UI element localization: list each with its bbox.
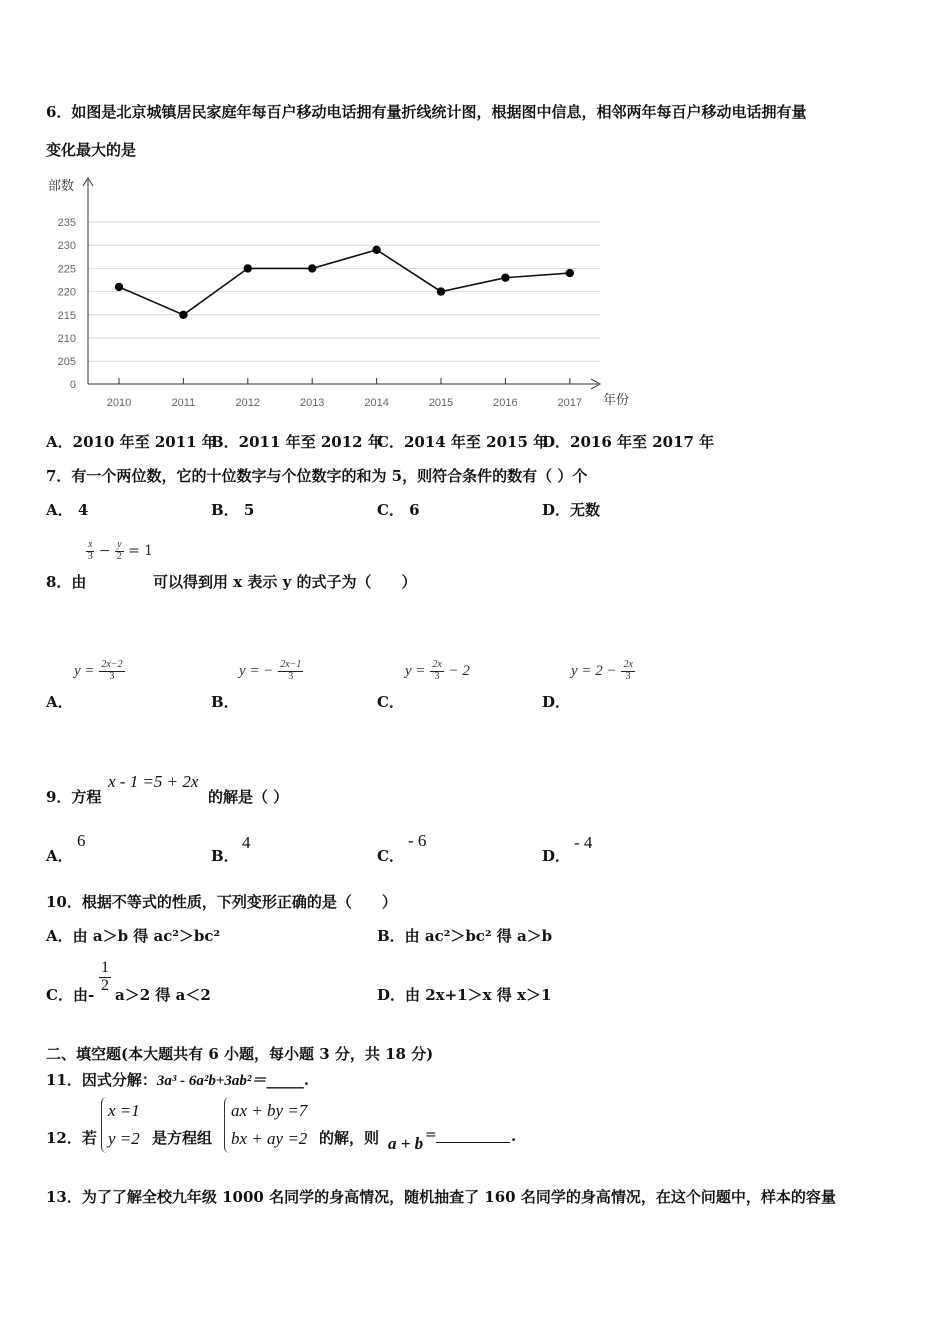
line-chart [40,170,660,420]
q7-option-b: B． 5 [211,501,255,519]
q10-option-c-fraction [99,960,111,995]
y-tick-label: 215 [57,309,76,322]
q12-eq: = [425,1127,437,1143]
q8-d-lhs: y = 2 − [571,663,617,679]
data-point [437,287,445,295]
q8-eq-den-b: 2 [116,550,122,562]
y-tick-label: 235 [57,217,76,229]
chart-axes [83,178,600,389]
q8-stem-pre: 8．由 [46,573,87,591]
x-tick-label: 2013 [299,397,325,409]
x-tick-label: 2015 [428,397,454,409]
data-point [244,264,252,272]
q11-pre: 11．因式分解： [46,1071,157,1089]
q8-b-den: 3 [288,670,294,682]
q12-mid: 是方程组 [152,1129,213,1147]
x-tick-label: 2014 [364,397,389,409]
q12-sys2-line1: ax + by =7 [231,1101,308,1120]
q10-c-den: 2 [101,976,109,994]
x-tick-label: 2017 [557,397,583,409]
q8-b-lhs: y = − [239,663,274,679]
data-point [115,283,123,291]
q10-option-a: A．由 a＞b 得 ac²＞bc² [46,927,221,945]
q8-eq-rhs: = 1 [128,543,154,559]
q9-letter-d: D． [542,847,571,865]
q9-letter-c: C． [377,847,404,865]
q12-sys1-line1: x =1 [108,1101,140,1120]
q8-eq-num-a: x [88,539,93,550]
q8-a-num: 2x−2 [101,659,123,670]
q10-stem: 10．根据不等式的性质，下列变形正确的是（ ） [46,893,397,911]
q8-option-d-expr [571,660,635,682]
y-tick-label: 230 [57,240,76,253]
q9-equation: x - 1 =5 + 2x [108,772,199,791]
q8-letter-d: D． [542,693,571,711]
q12-answer-blank[interactable] [436,1126,510,1143]
q9-option-b-value: 4 [242,833,251,852]
q6-option-a: A．2010 年至 2011 年 [46,433,217,451]
q8-c-den: 3 [434,670,440,682]
q7-option-c: C． 6 [377,501,420,519]
q9-letter-a: A． [46,847,73,865]
q11-stem [46,1069,309,1090]
x-tick-label: 2016 [493,397,518,409]
y-tick-label: 205 [57,356,76,369]
q9-letter-b: B． [211,847,239,865]
data-point [179,311,187,319]
q8-stem-post: 可以得到用 x 表示 y 的式子为（ ） [153,573,417,591]
x-tick-label: 2010 [106,397,132,409]
q8-letter-c: C． [377,693,404,711]
q8-c-lhs: y = [405,663,426,679]
q12-system-1 [101,1097,140,1153]
q12-sys2-line2: bx + ay =2 [231,1129,308,1148]
q8-d-den: 3 [625,670,631,682]
q8-eq-num-b: y [117,539,122,550]
y-tick-label: 0 [69,379,76,391]
q8-c-num: 2x [432,659,442,670]
q11-expr: 3a³ - 6a²b+3ab²＝ [156,1073,267,1089]
q7-option-d: D．无数 [542,501,601,519]
q12-end: . [511,1127,517,1145]
q8-option-c-expr [405,660,470,682]
q8-eq-minus: − [98,543,111,559]
q8-c-tail: − 2 [448,663,470,679]
data-point [566,269,574,277]
q6-option-d: D．2016 年至 2017 年 [542,433,715,451]
q8-eq-den-a: 3 [87,550,93,562]
q9-stem-pre: 9．方程 [46,788,102,806]
x-axis-label: 年份 [603,392,630,407]
q11-blank: _____ [266,1071,304,1089]
q9-option-d-value: - 4 [574,833,593,852]
y-tick-label: 220 [57,286,76,299]
q10-option-b: B．由 ac²＞bc² 得 a＞b [377,927,553,945]
q12-system-2 [224,1097,307,1153]
q12-pre: 12．若 [46,1129,97,1147]
q13-stem: 13．为了了解全校九年级 1000 名同学的身高情况，随机抽查了 160 名同学的身高情况，在这个问题中，样本的容量 [46,1188,836,1206]
q6-stem-line2: 变化最大的是 [46,141,137,159]
q10-option-c-post: a＞2 得 a＜2 [115,986,211,1004]
q10-option-c-pre: C．由- [46,986,95,1004]
y-axis-label: 部数 [48,178,75,193]
section2-title: 二、填空题(本大题共有 6 小题，每小题 3 分，共 18 分) [46,1045,434,1063]
q7-stem: 7．有一个两位数，它的十位数字与个位数字的和为 5，则符合条件的数有（ ）个 [46,467,588,485]
q10-c-num: 1 [101,959,109,976]
q12-post: 的解，则 [319,1129,380,1147]
q12-sys1-line2: y =2 [108,1129,140,1148]
series-line [119,250,570,315]
q8-option-a-expr [74,660,125,682]
q8-b-num: 2x−1 [280,659,302,670]
q6-option-c: C．2014 年至 2015 年 [377,433,549,451]
q7-option-a: A． 4 [46,501,89,519]
data-point [308,264,316,272]
q8-a-den: 3 [109,670,115,682]
q6-stem-line1: 6．如图是北京城镇居民家庭年每百户移动电话拥有量折线统计图，根据图中信息，相邻两年每百户移动电话拥有量 [46,103,807,121]
q8-option-b-expr [239,660,303,682]
q12-expr: a + b [388,1134,424,1153]
y-tick-label: 225 [57,263,76,276]
q8-d-num: 2x [623,659,633,670]
q8-letter-a: A． [46,693,73,711]
q6-option-b: B．2011 年至 2012 年 [211,433,383,451]
q8-equation [86,540,153,562]
q9-option-a-value: 6 [77,831,86,850]
q9-option-c-value: - 6 [408,831,427,850]
q8-letter-b: B． [211,693,239,711]
q10-option-d: D．由 2x+1＞x 得 x＞1 [377,986,552,1004]
q11-end: . [303,1071,310,1089]
q8-a-lhs: y = [74,663,95,679]
q9-stem-post: 的解是（ ） [208,788,289,806]
y-tick-label: 210 [57,333,76,345]
data-point [501,273,509,281]
x-tick-label: 2012 [235,397,261,409]
chart-grid [88,222,600,361]
data-point [372,246,380,254]
x-tick-label: 2011 [171,397,196,409]
